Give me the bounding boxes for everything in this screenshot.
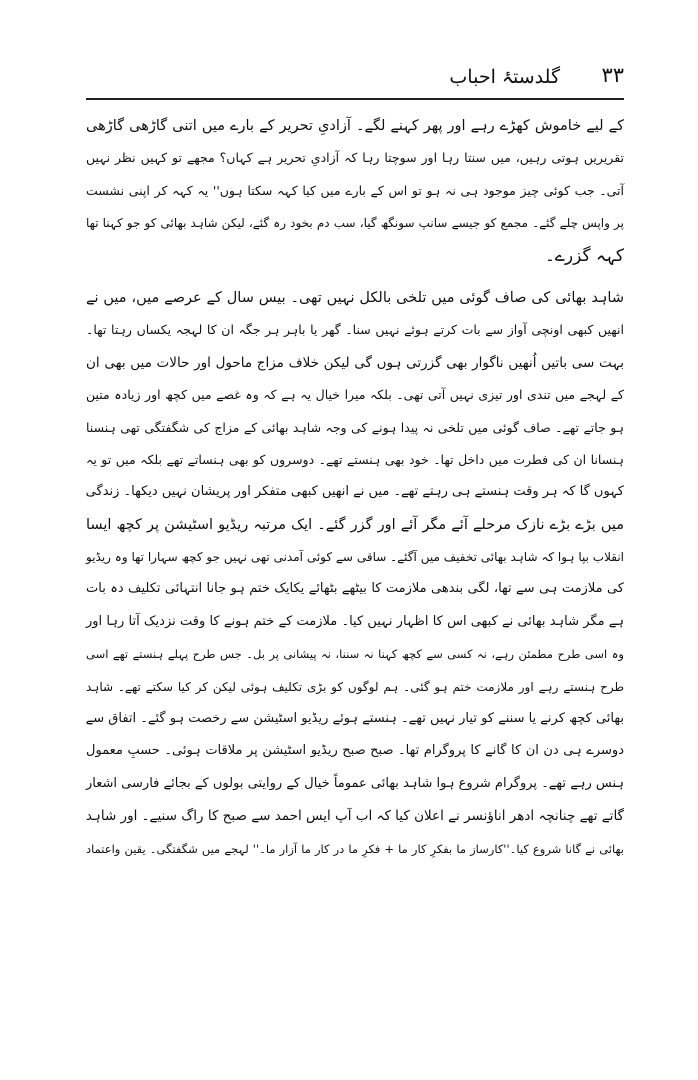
running-title: گلدستۂ احباب bbox=[449, 66, 560, 88]
text-line: گاتے تھے چنانچہ ادھر اناؤنسر نے اعلان کیا کہ اب آپ ایس احمد سے صبح کا راگ سنیے۔ اور شاہد bbox=[85, 808, 624, 825]
text-line: بھائی نے گانا شروع کیا۔''کارساز ما بفکرِ کار ما + فکرِ ما در کار ما آزار ما۔'' لہجے میں شگفتگی۔ یقین واعتماد bbox=[86, 841, 624, 856]
text-line: شاہد بھائی کی صاف گوئی میں تلخی بالکل نہیں تھی۔ بیس سال کے عرصے میں، میں نے bbox=[86, 289, 624, 306]
text-line: طرح ہنستے رہے اور ملازمت ختم ہو گئی۔ ہم لوگوں کو بڑی تکلیف ہوئی لیکن کر کیا سکتے تھے۔ شاہد bbox=[86, 679, 624, 694]
text-line: تقریریں ہوتی رہیں، میں سنتا رہا اور سوچتا رہا کہ آزادیِ تحریر ہے کہاں؟ مجھے تو کہیں نظر نہیں bbox=[86, 150, 624, 166]
text-line: بھائی کچھ کرنے یا سننے کو تیار نہیں تھے۔ ہنستے ہوئے ریڈیو اسٹیشن سے رخصت ہو گئے۔ اتفاق سے bbox=[85, 711, 624, 727]
text-line: کہہ گزرے۔ bbox=[544, 245, 624, 266]
paragraph bbox=[86, 110, 624, 272]
text-line: کے لیے خاموش کھڑے رہے اور پھر کہنے لگے۔ آزادیِ تحریر کے بارے میں اتنی گاڑھی گاڑھی bbox=[86, 118, 624, 134]
text-line: آتی۔ جب کوئی چیز موجود ہی نہ ہو تو اس کے بارے میں کیا کہہ سکتا ہوں'' یہ کہہ کر اپنی نشست bbox=[86, 182, 624, 198]
text-line: انقلاب بپا ہوا کہ شاہد بھائی تخفیف میں آگئے۔ ساقی سے کوئی آمدنی تھی نہیں جو کچھ سہارا تھا وہ ریڈیو bbox=[86, 550, 624, 565]
text-line: کی ملازمت ہی سے تھا، لگی بندھی ملازمت کا بیٹھے بٹھائے یکایک ختم ہو جانا انتہائی تکلیف دہ بات bbox=[86, 581, 624, 597]
body-text bbox=[86, 110, 624, 865]
text-line: انھیں کبھی اونچی آواز سے بات کرتے ہوئے نہیں سنا۔ گھر یا باہر ہر جگہ ان کا لہجہ یکساں رہتا تھا۔ bbox=[86, 322, 624, 338]
text-line: وہ اسی طرح مطمئن رہے، نہ کسی سے کچھ کہنا نہ سننا، نہ پیشانی پر بل۔ جس طرح پہلے ہنستے تھے اسی bbox=[86, 647, 624, 662]
text-line: ہو جاتے تھے۔ صاف گوئی میں تلخی نہ پیدا ہونے کی وجہ شاہد بھائی کے مزاج کی شگفتگی تھی ہنسنا bbox=[86, 419, 624, 435]
page-header bbox=[86, 62, 624, 96]
text-line: پر واپس چلے گئے۔ مجمع کو جیسے سانپ سونگھ گیا، سب دم بخود رہ گئے، لیکن شاہد بھائی کو جو کہنا تھا bbox=[86, 216, 624, 231]
text-line: کہوں گا کہ ہر وقت ہنستے ہی رہتے تھے۔ میں نے انھیں کبھی متفکر اور پریشان نہیں دیکھا۔ زندگی bbox=[85, 484, 624, 500]
text-line: کے لہجے میں تندی اور تیزی نہیں آتی تھی۔ بلکہ میرا خیال یہ ہے کہ وہ غصے میں کچھ اور زیادہ متین bbox=[86, 387, 624, 403]
text-line: ہنسانا ان کی فطرت میں داخل تھا۔ خود بھی ہنستے تھے۔ دوسروں کو بھی ہنساتے تھے بلکہ میں تو یہ bbox=[86, 451, 624, 467]
paragraph bbox=[86, 282, 624, 865]
text-line: ہے مگر شاہد بھائی نے کبھی اس کا اظہار نہیں کیا۔ ملازمت کے ختم ہونے کا وقت نزدیک آتا رہا اور bbox=[86, 613, 624, 629]
text-line: بہت سی باتیں اُنھیں ناگوار بھی گزرتی ہوں گی لیکن خلاف مزاج ماحول اور حالات میں بھی ان bbox=[86, 354, 624, 371]
paragraph-spacing bbox=[86, 272, 624, 282]
text-line: ہنس رہے تھے۔ پروگرام شروع ہوا شاہد بھائی عموماً خیال کے روایتی بولوں کے بجائے فارسی اشعار bbox=[86, 775, 624, 791]
header-divider bbox=[86, 98, 624, 100]
text-line: دوسرے ہی دن ان کا گانے کا پروگرام تھا۔ صبح صبح ریڈیو اسٹیشن پر ملاقات ہوئی۔ حسبِ معمول bbox=[86, 743, 624, 759]
text-line: میں بڑے بڑے نازک مرحلے آئے مگر آئے اور گزر گئے۔ ایک مرتبہ ریڈیو اسٹیشن پر کچھ ایسا bbox=[86, 516, 624, 533]
page-number: ۳۳ bbox=[601, 63, 624, 87]
